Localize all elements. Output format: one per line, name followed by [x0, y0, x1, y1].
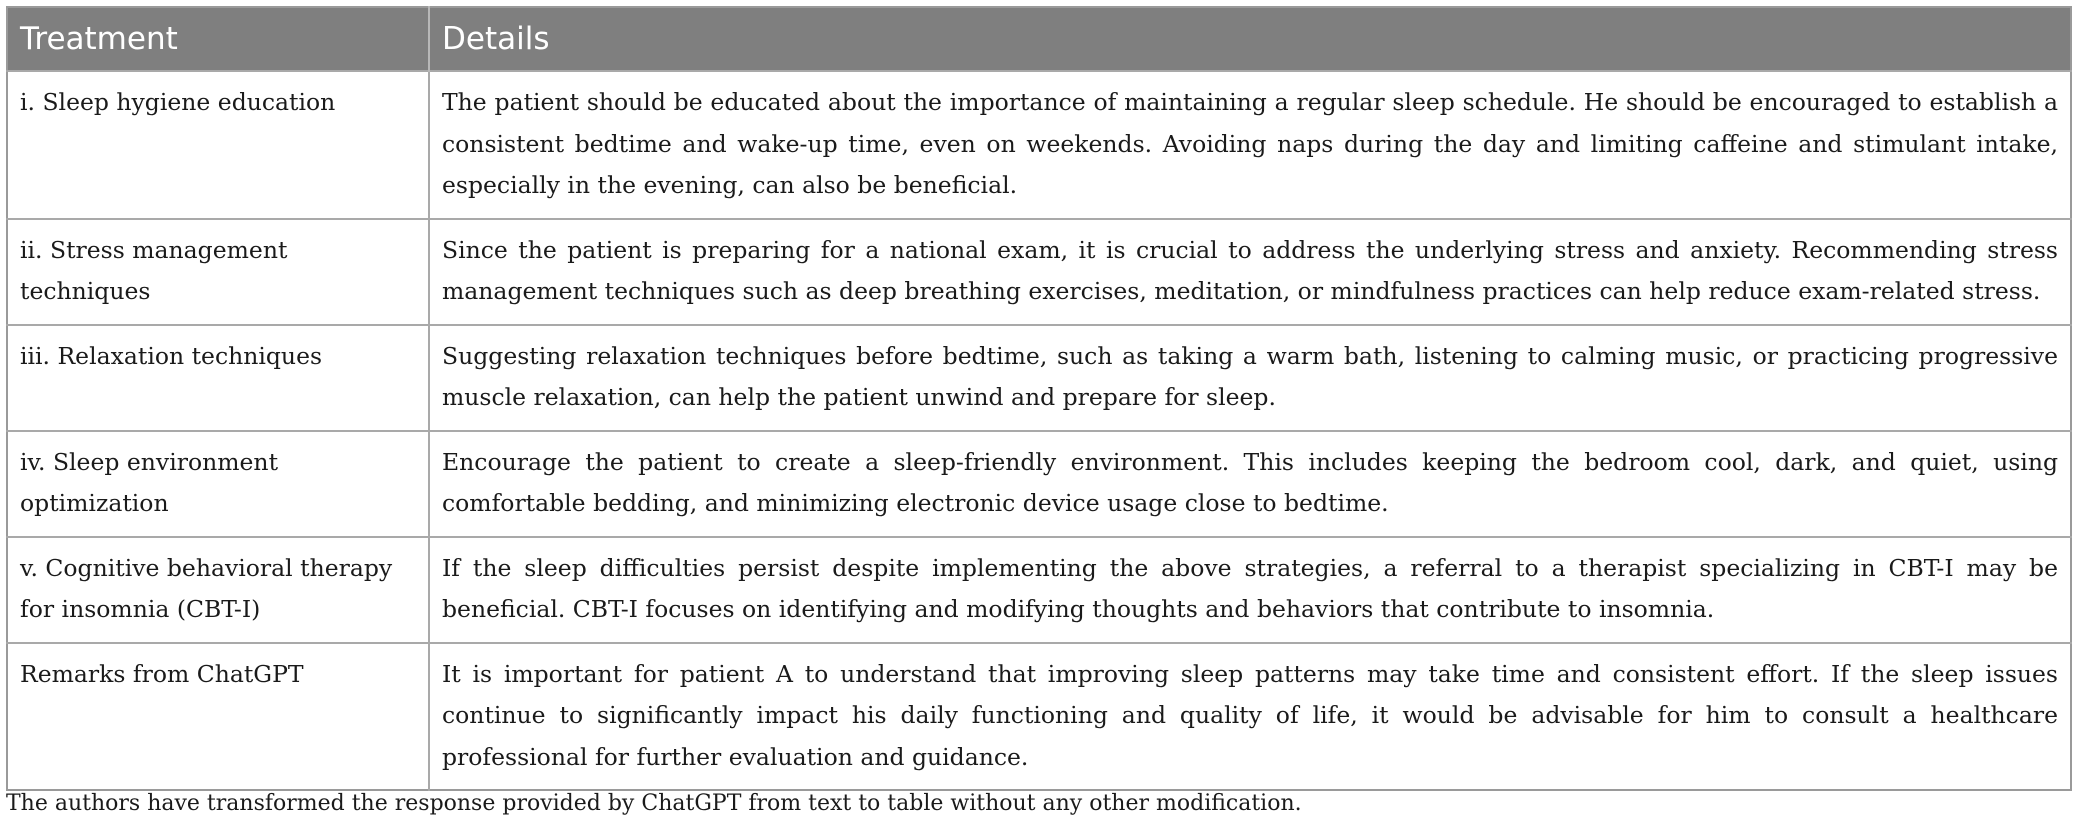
header-row [7, 7, 2071, 71]
treatment-cell: iv. Sleep environment optimization [7, 431, 429, 537]
details-cell: Encourage the patient to create a sleep-friendly environment. This includes keeping the bedroom cool, dark, and quiet, using comfortable bedding, and minimizing electronic device usage close to bedtime. [429, 431, 2071, 537]
table-row [7, 325, 2071, 431]
table-body [7, 71, 2071, 790]
treatment-cell: i. Sleep hygiene education [7, 71, 429, 219]
column-header-details: Details [429, 7, 2071, 71]
table-footnote: The authors have transformed the response provided by ChatGPT from text to table without any other modification. [6, 791, 1302, 816]
table-row [7, 643, 2071, 791]
table-row [7, 431, 2071, 537]
details-cell: Suggesting relaxation techniques before bedtime, such as taking a warm bath, listening to calming music, or practicing progressive muscle relaxation, can help the patient unwind and prepare for sleep. [429, 325, 2071, 431]
treatment-cell: v. Cognitive behavioral therapy for insomnia (CBT-I) [7, 537, 429, 643]
details-cell: It is important for patient A to understand that improving sleep patterns may take time and consistent effort. If the sleep issues continue to significantly impact his daily functioning and quality of life, it would be advisable for him to consult a healthcare professional for further evaluation and guidance. [429, 643, 2071, 791]
treatment-cell: ii. Stress management techniques [7, 219, 429, 325]
table-header [7, 7, 2071, 71]
table-row [7, 537, 2071, 643]
details-cell: Since the patient is preparing for a national exam, it is crucial to address the underlying stress and anxiety. Recommending stress management techniques such as deep breathing exercises, meditation, or mindfulness practices can help reduce exam-related stress. [429, 219, 2071, 325]
table-row [7, 71, 2071, 219]
treatment-cell: Remarks from ChatGPT [7, 643, 429, 791]
details-cell: The patient should be educated about the importance of maintaining a regular sleep schedule. He should be encouraged to establish a consistent bedtime and wake-up time, even on weekends. Avoiding naps during the day and limiting caffeine and stimulant intake, especially in the evening, can also be beneficial. [429, 71, 2071, 219]
table-row [7, 219, 2071, 325]
treatment-table [6, 6, 2072, 791]
treatment-cell: iii. Relaxation techniques [7, 325, 429, 431]
details-cell: If the sleep difficulties persist despite implementing the above strategies, a referral to a therapist specializing in CBT-I may be beneficial. CBT-I focuses on identifying and modifying thoughts and behaviors that contribute to insomnia. [429, 537, 2071, 643]
column-header-treatment: Treatment [7, 7, 429, 71]
table-container [6, 6, 2070, 791]
